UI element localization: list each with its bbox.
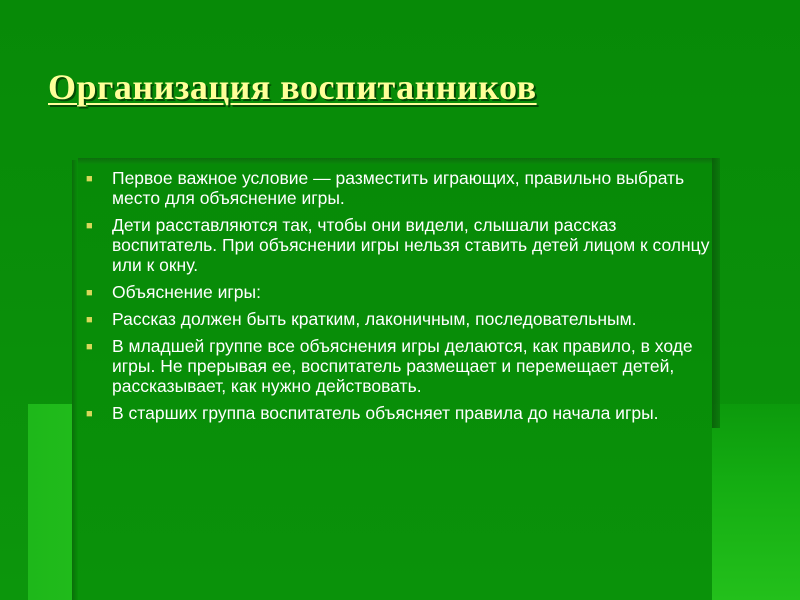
bullet-text: В младшей группе все объяснения игры делаются, как правило, в ходе игры. Не прерывая ее, воспитатель размещает и перемещает детей, рассказывает, как нужно действовать. <box>112 336 693 396</box>
bullet-text: Первое важное условие — разместить играющих, правильно выбрать место для объяснение игры. <box>112 168 685 208</box>
bullet-text: Объяснение игры: <box>112 282 261 302</box>
square-bullet-icon: ■ <box>86 408 93 420</box>
list-item <box>84 309 724 329</box>
bullet-text: Дети расставляются так, чтобы они видели, слышали рассказ воспитатель. При объяснении игры нельзя ставить детей лицом к солнцу или к окну. <box>112 215 710 275</box>
decorative-lower-band-edge <box>28 404 72 600</box>
square-bullet-icon: ■ <box>86 314 93 326</box>
bullet-text: Рассказ должен быть кратким, лаконичным, последовательным. <box>112 309 637 329</box>
bullet-text: В старших группа воспитатель объясняет правила до начала игры. <box>112 403 659 423</box>
slide-title: Организация воспитанников <box>48 67 537 107</box>
list-item <box>84 336 724 396</box>
square-bullet-icon: ■ <box>86 220 93 232</box>
bullet-list <box>84 168 724 430</box>
decorative-panel-left-edge <box>72 160 78 600</box>
square-bullet-icon: ■ <box>86 287 93 299</box>
decorative-panel-top-edge <box>78 158 718 164</box>
list-item <box>84 215 724 275</box>
square-bullet-icon: ■ <box>86 173 93 185</box>
list-item <box>84 168 724 208</box>
list-item <box>84 403 724 423</box>
list-item <box>84 282 724 302</box>
square-bullet-icon: ■ <box>86 341 93 353</box>
